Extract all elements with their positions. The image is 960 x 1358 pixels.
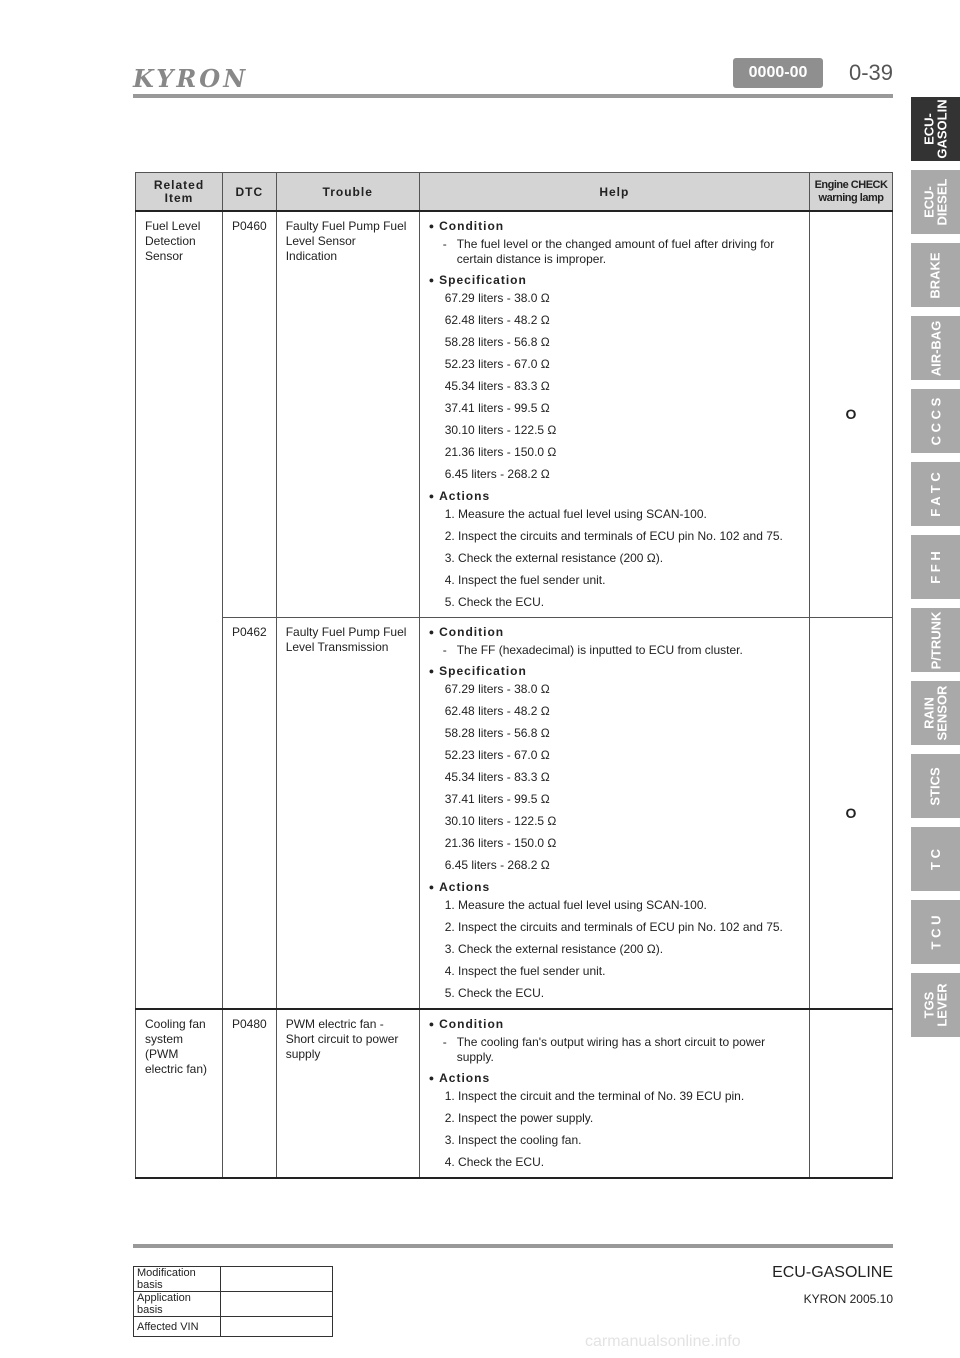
page-number: 0-39 [849, 60, 894, 85]
tab-air-bag[interactable] [911, 316, 960, 380]
spec-line: 37.41 liters - 99.5 Ω [444, 401, 550, 415]
tab-ecu-diesel[interactable] [911, 170, 960, 234]
help-cell [419, 211, 809, 618]
actions-heading: ● Actions [428, 1071, 491, 1085]
table-row [134, 1317, 333, 1337]
section-code-badge: 0000-00 [733, 58, 823, 88]
spec-line: 45.34 liters - 83.3 Ω [444, 770, 550, 784]
related-item-cell: Cooling fan system (PWM electric fan) [136, 1009, 223, 1178]
tab-label: T C [927, 848, 943, 870]
spec-line: 30.10 liters - 122.5 Ω [444, 423, 557, 437]
spec-line: 37.41 liters - 99.5 Ω [444, 792, 550, 806]
spec-line: 67.29 liters - 38.0 Ω [444, 291, 550, 305]
spec-line: 62.48 liters - 48.2 Ω [444, 704, 550, 718]
tab-label: STICS [927, 766, 943, 806]
condition-line: - The FF (hexadecimal) is inputted to ECU from cluster. [442, 643, 743, 657]
related-item-cell: Fuel Level Detection Sensor [136, 211, 223, 1009]
actions-heading: ● Actions [428, 489, 491, 503]
header-dtc: DTC [223, 173, 277, 212]
tab-rain-sensor[interactable] [911, 681, 960, 745]
mod-label: Application basis [134, 1292, 221, 1317]
action-line: 2. Inspect the circuits and terminals of ECU pin No. 102 and 75. [444, 920, 783, 934]
header-trouble: Trouble [276, 173, 419, 212]
modification-table [133, 1266, 333, 1337]
actions-heading: ● Actions [428, 880, 491, 894]
header-related-item: Related Item [136, 173, 223, 212]
footer-rule [133, 1244, 893, 1248]
action-line: 4. Inspect the fuel sender unit. [444, 573, 606, 587]
tab-fatc[interactable] [911, 462, 960, 526]
tab-tgs-lever[interactable] [911, 973, 960, 1037]
tab-label: F A T C [928, 471, 943, 517]
warning-lamp-mark: O [810, 618, 893, 1010]
table-row [134, 1267, 333, 1292]
trouble-text: PWM electric fan - Short circuit to power supply [276, 1009, 419, 1178]
action-line: 1. Measure the actual fuel level using SCAN-100. [444, 507, 707, 521]
tab-tcu[interactable] [911, 900, 960, 964]
specification-heading: ● Specification [428, 664, 527, 678]
help-cell [419, 1009, 809, 1178]
trouble-text: Faulty Fuel Pump Fuel Level Sensor Indication [276, 211, 419, 618]
tab-tc[interactable] [911, 827, 960, 891]
tab-ffh[interactable] [911, 535, 960, 599]
action-line: 4. Inspect the fuel sender unit. [444, 964, 606, 978]
tab-label: T C U [927, 915, 943, 949]
tab-stics[interactable] [911, 754, 960, 818]
spec-line: 30.10 liters - 122.5 Ω [444, 814, 557, 828]
header-help: Help [419, 173, 809, 212]
mod-value [221, 1267, 333, 1292]
mod-label: Modification basis [134, 1267, 221, 1292]
spec-line: 58.28 liters - 56.8 Ω [444, 726, 550, 740]
spec-line: 6.45 liters - 268.2 Ω [444, 467, 550, 481]
tab-label: F F H [928, 550, 943, 584]
tab-brake[interactable] [911, 243, 960, 307]
dtc-code: P0460 [223, 211, 277, 618]
footer-model-date: KYRON 2005.10 [803, 1292, 893, 1306]
dtc-code: P0480 [223, 1009, 277, 1178]
action-line: 5. Check the ECU. [444, 986, 545, 1000]
condition-heading: ● Condition [428, 1017, 505, 1031]
tab-label: C C C S [927, 397, 943, 445]
mod-label: Affected VIN [134, 1317, 221, 1337]
tab-label: P/TRUNK [928, 611, 943, 669]
help-cell [419, 618, 809, 1010]
spec-line: 21.36 liters - 150.0 Ω [444, 445, 557, 459]
footer-section-title: ECU-GASOLINE [772, 1264, 893, 1281]
spec-line: 62.48 liters - 48.2 Ω [444, 313, 550, 327]
condition-line: - The fuel level or the changed amount of fuel after driving for certain distance is improper. [442, 237, 775, 266]
warning-lamp-mark [810, 1009, 893, 1178]
action-line: 1. Measure the actual fuel level using SCAN-100. [444, 898, 707, 912]
header-engine-check-lamp: Engine CHECK warning lamp [810, 173, 893, 212]
mod-value [221, 1317, 333, 1337]
tab-label: ECU- GASOLIN [921, 99, 950, 159]
warning-lamp-mark: O [810, 211, 893, 618]
watermark-text: carmanualsonline.info [585, 1333, 741, 1350]
table-header-row [136, 173, 893, 212]
tab-cccs[interactable] [911, 389, 960, 453]
table-row [136, 618, 893, 1010]
specification-heading: ● Specification [428, 273, 527, 287]
spec-line: 45.34 liters - 83.3 Ω [444, 379, 550, 393]
action-line: 2. Inspect the power supply. [444, 1111, 594, 1125]
tab-label: ECU- DIESEL [921, 178, 950, 226]
action-line: 2. Inspect the circuits and terminals of ECU pin No. 102 and 75. [444, 529, 783, 543]
spec-line: 52.23 liters - 67.0 Ω [444, 748, 550, 762]
spec-line: 52.23 liters - 67.0 Ω [444, 357, 550, 371]
spec-line: 67.29 liters - 38.0 Ω [444, 682, 550, 696]
action-line: 1. Inspect the circuit and the terminal of No. 39 ECU pin. [444, 1089, 745, 1103]
trouble-text: Faulty Fuel Pump Fuel Level Transmission [276, 618, 419, 1010]
action-line: 5. Check the ECU. [444, 595, 545, 609]
table-row [136, 1009, 893, 1178]
mod-value [221, 1292, 333, 1317]
table-row [134, 1292, 333, 1317]
kyron-logo: KYRON [133, 64, 249, 93]
spec-line: 6.45 liters - 268.2 Ω [444, 858, 550, 872]
condition-heading: ● Condition [428, 625, 505, 639]
spec-line: 58.28 liters - 56.8 Ω [444, 335, 550, 349]
tab-label: BRAKE [927, 251, 943, 299]
dtc-code: P0462 [223, 618, 277, 1010]
spec-line: 21.36 liters - 150.0 Ω [444, 836, 557, 850]
condition-line: - The cooling fan's output wiring has a short circuit to power supply. [442, 1035, 766, 1064]
header-rule [133, 94, 893, 98]
tab-ecu-gasolin[interactable] [911, 97, 960, 161]
action-line: 4. Check the ECU. [444, 1155, 545, 1169]
tab-label: AIR-BAG [928, 320, 944, 376]
action-line: 3. Check the external resistance (200 Ω). [444, 551, 664, 565]
dtc-table [135, 172, 893, 1179]
action-line: 3. Check the external resistance (200 Ω). [444, 942, 664, 956]
tab-label: RAIN SENSOR [921, 685, 950, 741]
table-row [136, 211, 893, 618]
action-line: 3. Inspect the cooling fan. [444, 1133, 582, 1147]
tab-label: TGS LEVER [921, 983, 950, 1027]
condition-heading: ● Condition [428, 219, 505, 233]
tab-p-trunk[interactable] [911, 608, 960, 672]
